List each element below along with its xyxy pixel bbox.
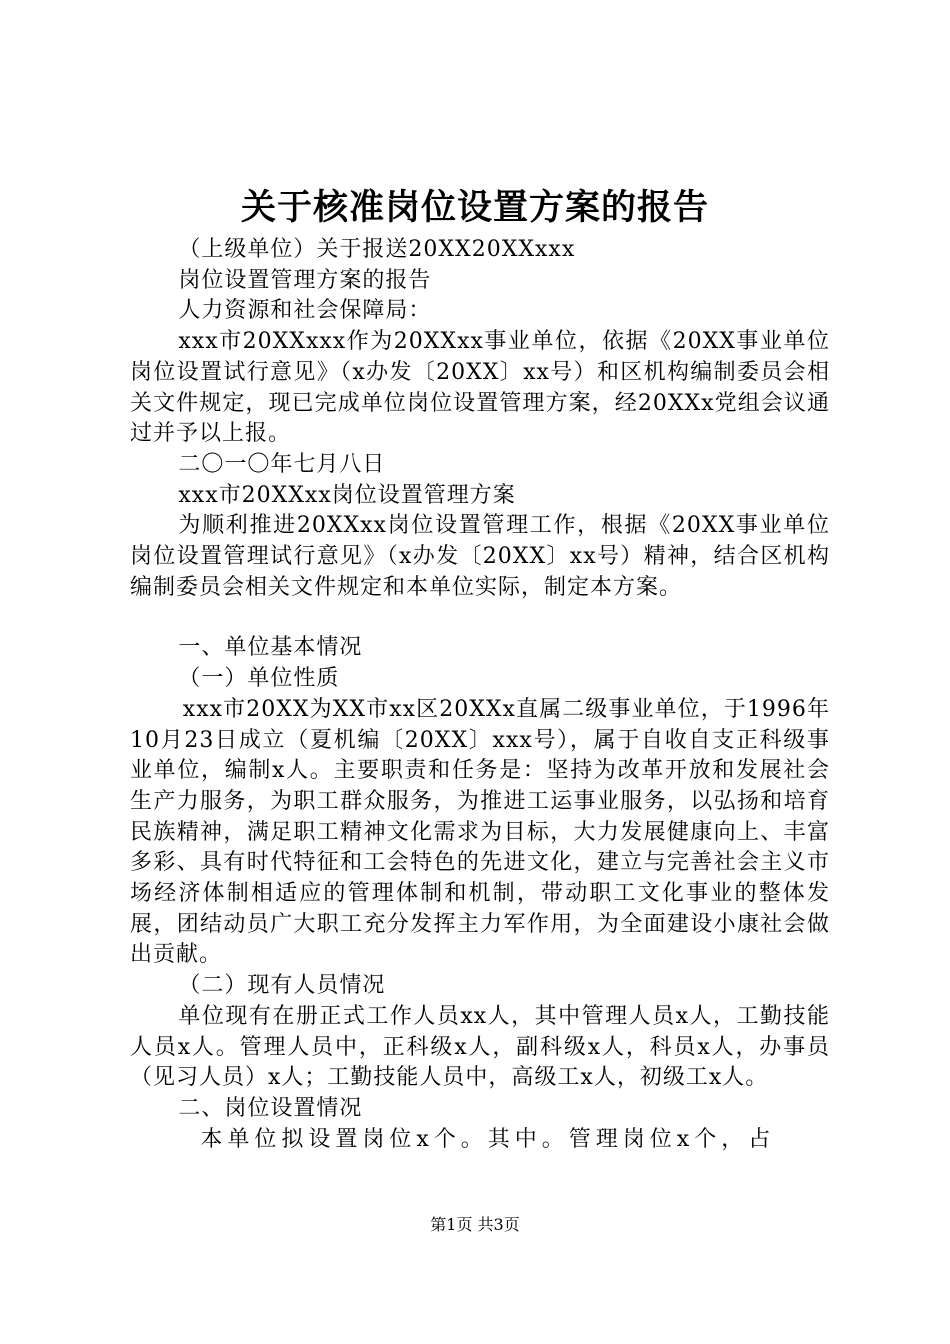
paragraph-report-body: xxx市20XXxxx作为20XXxx事业单位，依据《20XX事业单位岗位设置试行意见》（x办发〔20XX〕xx号）和区机构编制委员会相关文件规定，现已完成单位岗位设置管理方案，经20XXx党组会议通过并予以上报。 [130,329,830,447]
section-heading-1: 一、单位基本情况 [178,635,363,661]
recipient-line: 人力资源和社会保障局： [178,298,432,324]
document-body [130,235,830,1155]
date-line: 二〇一〇年七月八日 [178,451,386,477]
section-heading-2: 二、岗位设置情况 [178,1095,363,1121]
plan-title-line: xxx市20XXxx岗位设置管理方案 [178,482,516,508]
subsection-heading-2: （二）现有人员情况 [178,973,386,999]
paragraph-plan-intro: 为顺利推进20XXxx岗位设置管理工作，根据《20XX事业单位岗位设置管理试行意见》（x办发〔20XX〕xx号）精神，结合区机构编制委员会相关文件规定和本单位实际，制定本方案。 [130,513,830,600]
page-footer: 第1页 共3页 [430,1215,520,1234]
paragraph-unit-nature: xxx市20XX为XX市xx区20XXx直属二级事业单位，于1996年10月23日成立（夏机编〔20XX〕xxx号），属于自收自支正科级事业单位，编制x人。主要职责和任务是：坚持为改革开放和发展社会生产力服务，为职工群众服务，为推进工运事业服务，以弘扬和培育民族精神，满足职工精神文化需求为目标，大力发展健康向上、丰富多彩、具有时代特征和工会特色的先进文化，建立与完善社会主义市场经济体制相适应的管理体制和机制，带动职工文化事业的整体发展，团结动员广大职工充分发挥主力军作用，为全面建设小康社会做出贡献。 [130,696,830,968]
report-heading-line-1: （上级单位）关于报送20XX20XXxxx [178,237,576,262]
document-title: 关于核准岗位设置方案的报告 [240,187,709,228]
report-heading-line-2: 岗位设置管理方案的报告 [178,267,432,293]
paragraph-spacer [130,603,830,633]
paragraph-staff-status: 单位现有在册正式工作人员xx人，其中管理人员x人，工勤技能人员x人。管理人员中，正科级x人，副科级x人，科员x人，办事员（见习人员）x人；工勤技能人员中，高级工x人，初级工x人。 [130,1003,830,1091]
paragraph-post-setup: 本单位拟设置岗位x个。其中。管理岗位x个，占 [200,1126,776,1152]
subsection-heading-1: （一）单位性质 [178,666,340,692]
